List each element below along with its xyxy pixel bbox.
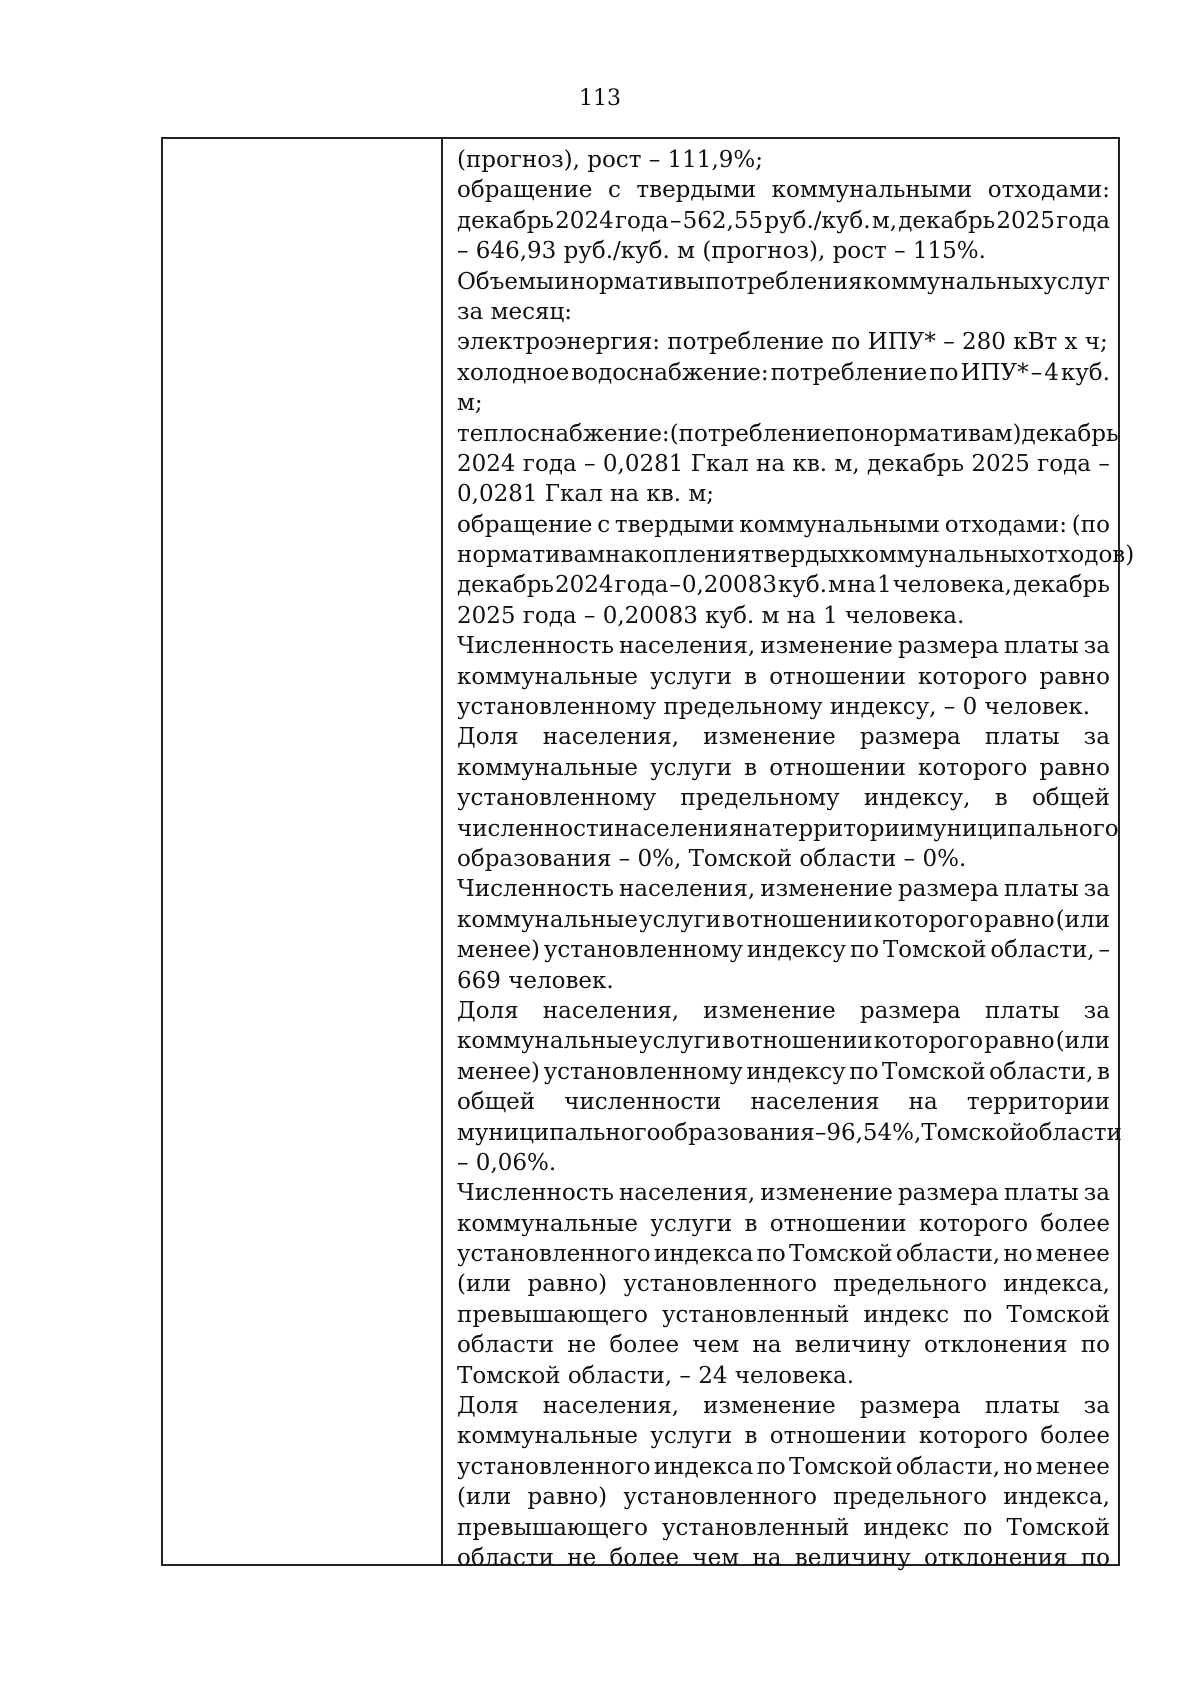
page-number: 113 xyxy=(579,86,621,111)
word: муниципального xyxy=(457,1119,661,1146)
word: отклонения xyxy=(923,1332,1068,1359)
word: изменение xyxy=(703,1393,836,1420)
word: платы xyxy=(984,997,1060,1024)
word: платы xyxy=(1003,633,1079,660)
word: индексу xyxy=(746,937,847,964)
text-line xyxy=(457,540,1135,570)
word: которого xyxy=(918,1423,1029,1450)
word: изменение xyxy=(760,633,893,660)
word: которого xyxy=(918,1210,1029,1237)
word: превышающего xyxy=(457,1514,648,1541)
word: более xyxy=(1040,1423,1110,1450)
word: не xyxy=(567,1332,597,1359)
word: куб. xyxy=(777,572,828,599)
text-line xyxy=(457,1543,1110,1573)
word: населения, xyxy=(542,724,680,751)
word: в xyxy=(722,906,735,933)
word: размера xyxy=(897,876,999,903)
word: Доля xyxy=(457,724,519,751)
word: равно xyxy=(1039,754,1110,781)
word: не xyxy=(567,1544,597,1571)
word: изменение xyxy=(760,1180,893,1207)
word: платы xyxy=(1003,876,1079,903)
word: в xyxy=(744,663,758,690)
word: индекса xyxy=(653,1241,754,1268)
word: на xyxy=(743,815,773,842)
word: установленному xyxy=(543,937,744,964)
word: за xyxy=(1083,1180,1110,1207)
word: менее) xyxy=(457,1058,541,1085)
word: холодное xyxy=(457,359,570,386)
text-line xyxy=(457,1026,1110,1056)
word: населения, xyxy=(618,876,756,903)
word: платы xyxy=(984,1393,1060,1420)
text-line xyxy=(457,1148,1110,1178)
word: с xyxy=(597,511,611,538)
word: превышающего xyxy=(457,1301,648,1328)
word: года xyxy=(1056,207,1110,234)
text-line xyxy=(457,358,1110,388)
word: установленный xyxy=(661,1301,850,1328)
text-line-content: установленному предельному индексу, – 0 человек. xyxy=(457,694,1091,721)
word: Объемы xyxy=(457,268,555,295)
word: – xyxy=(669,572,681,599)
word: Томской xyxy=(882,1058,986,1085)
word: численности xyxy=(457,815,615,842)
table-left-cell xyxy=(163,139,443,1564)
text-line xyxy=(457,327,1110,357)
word: за xyxy=(1083,876,1110,903)
word: установленного xyxy=(457,1241,651,1268)
word: коммунальные xyxy=(457,1210,638,1237)
word: более xyxy=(609,1332,680,1359)
text-line xyxy=(457,479,1110,509)
word: в xyxy=(744,1210,758,1237)
text-line-content: 669 человек. xyxy=(457,967,614,994)
text-line xyxy=(457,1391,1110,1421)
text-line-content: образования – 0%, Томской области – 0%. xyxy=(457,845,967,872)
word: отношении xyxy=(736,906,873,933)
text-line xyxy=(457,145,1110,175)
word: Численность xyxy=(457,633,614,660)
word: твердых xyxy=(751,542,851,569)
text-line xyxy=(457,631,1110,661)
word: территории xyxy=(966,1089,1110,1116)
word: индекс xyxy=(863,1514,950,1541)
word: по xyxy=(849,1058,879,1085)
word: (по xyxy=(1071,511,1110,538)
word: размера xyxy=(859,1393,961,1420)
text-line-content: 2025 года – 0,20083 куб. м на 1 человека. xyxy=(457,602,965,629)
word: установленного xyxy=(457,1453,651,1480)
table-right-cell xyxy=(457,145,1135,1573)
word: по xyxy=(963,1514,993,1541)
word: коммунальных xyxy=(850,542,1031,569)
word: коммунальных xyxy=(862,268,1044,295)
text-line xyxy=(457,1087,1110,1117)
word: – xyxy=(669,207,682,234)
word: коммунальные xyxy=(457,1028,638,1055)
text-line xyxy=(457,236,1110,266)
word: населения, xyxy=(618,1180,756,1207)
word: на xyxy=(908,1089,938,1116)
word: на xyxy=(846,572,877,599)
word: 2025 xyxy=(996,207,1055,234)
word: обращение xyxy=(457,177,593,204)
word: размера xyxy=(897,633,999,660)
word: населения, xyxy=(618,633,756,660)
word: Доля xyxy=(457,997,519,1024)
text-line xyxy=(457,570,1110,600)
word: предельного xyxy=(833,1484,987,1511)
word: твердыми xyxy=(614,511,735,538)
word: в xyxy=(722,1028,735,1055)
word: Томской xyxy=(1006,1301,1110,1328)
word: Томской xyxy=(1006,1514,1110,1541)
word: которого xyxy=(873,1028,984,1055)
text-line xyxy=(457,1330,1110,1360)
word: декабрь xyxy=(457,572,554,599)
word: образования xyxy=(660,1119,815,1146)
word: индекса, xyxy=(1003,1484,1110,1511)
word: по xyxy=(756,1241,786,1268)
text-line xyxy=(457,783,1110,813)
word: отклонения xyxy=(923,1544,1068,1571)
word: установленный xyxy=(661,1514,850,1541)
word: и xyxy=(554,268,570,295)
word: на xyxy=(752,1332,782,1359)
word: 2024 xyxy=(457,450,516,477)
word: 96,54%, xyxy=(826,1119,922,1146)
word: потребления xyxy=(705,268,863,295)
text-line xyxy=(457,1178,1110,1208)
word: размера xyxy=(859,724,961,751)
word: индексу, xyxy=(863,785,971,812)
word: (или xyxy=(1055,1028,1110,1055)
word: предельного xyxy=(833,1271,987,1298)
word: (или xyxy=(457,1271,512,1298)
text-line xyxy=(457,874,1110,904)
word: изменение xyxy=(703,997,836,1024)
text-line xyxy=(457,814,1119,844)
text-line xyxy=(457,206,1110,236)
word: чем xyxy=(692,1544,740,1571)
word: но xyxy=(1003,1241,1033,1268)
word: коммунальными xyxy=(771,177,973,204)
word: отношении xyxy=(736,1028,873,1055)
word: платы xyxy=(1003,1180,1079,1207)
word: года xyxy=(614,207,669,234)
word: численности xyxy=(564,1089,722,1116)
text-line xyxy=(457,1209,1110,1239)
text-line xyxy=(457,510,1110,540)
word: услуг xyxy=(1043,268,1110,295)
word: Гкал xyxy=(690,450,749,477)
word: отходов) xyxy=(1030,542,1135,569)
word: которого xyxy=(918,663,1028,690)
text-line-content: за месяц: xyxy=(457,298,572,325)
word: равно) xyxy=(527,1484,608,1511)
word: чем xyxy=(692,1332,740,1359)
word: Доля xyxy=(457,1393,519,1420)
word: индекс xyxy=(863,1301,950,1328)
text-line xyxy=(457,175,1110,205)
word: равно xyxy=(984,1028,1055,1055)
word: по xyxy=(835,420,865,447)
word: в xyxy=(1097,1058,1110,1085)
text-line xyxy=(457,388,1110,418)
word: (потребление xyxy=(669,420,836,447)
word: в xyxy=(744,1423,758,1450)
text-line-content: м; xyxy=(457,390,483,417)
word: в xyxy=(744,754,758,781)
word: услуги xyxy=(650,754,733,781)
word: (или xyxy=(1055,906,1110,933)
word: за xyxy=(1083,724,1110,751)
text-line-content: электроэнергия: потребление по ИПУ* – 280 кВт х ч; xyxy=(457,329,1108,356)
word: по xyxy=(849,937,880,964)
word: декабрь xyxy=(898,207,996,234)
word: нормативам) xyxy=(864,420,1022,447)
word: 2025 xyxy=(971,450,1030,477)
text-line xyxy=(457,297,1110,327)
word: области xyxy=(457,1544,554,1571)
document-table xyxy=(161,137,1135,1571)
word: отношении xyxy=(769,663,906,690)
text-line xyxy=(457,1300,1110,1330)
word: за xyxy=(1083,997,1110,1024)
word: коммунальные xyxy=(457,906,638,933)
word: индексу xyxy=(746,1058,846,1085)
word: равно xyxy=(1039,663,1110,690)
text-line xyxy=(457,996,1110,1026)
word: установленному xyxy=(543,1058,743,1085)
word: Томской xyxy=(789,1453,893,1480)
word: услуги xyxy=(650,663,733,690)
text-line xyxy=(457,1482,1110,1512)
text-line xyxy=(457,905,1110,935)
word: услуги xyxy=(639,1028,721,1055)
word: населения, xyxy=(542,1393,680,1420)
text-line-content: – 0,06%. xyxy=(457,1149,557,1176)
text-line xyxy=(457,692,1110,722)
text-line xyxy=(457,1057,1110,1087)
text-line xyxy=(457,966,1110,996)
text-line-content: Томской области, – 24 человека. xyxy=(457,1362,855,1389)
word: отношении xyxy=(769,1210,907,1237)
text-line xyxy=(457,1269,1110,1299)
word: менее xyxy=(1035,1453,1110,1480)
text-line xyxy=(457,1452,1110,1482)
word: нормативы xyxy=(570,268,705,295)
word: накопления xyxy=(605,542,752,569)
word: области, xyxy=(989,1058,1094,1085)
text-line xyxy=(457,1421,1110,1451)
word: равно xyxy=(984,906,1055,933)
word: услуги xyxy=(639,906,721,933)
word: декабрь xyxy=(1012,572,1110,599)
word: установленному xyxy=(457,785,657,812)
text-line-content: 0,0281 Гкал на кв. м; xyxy=(457,481,714,508)
word: размера xyxy=(897,1180,999,1207)
text-line xyxy=(457,1118,1122,1148)
word: которого xyxy=(873,906,984,933)
word: области, xyxy=(895,1241,1001,1268)
word: муниципального xyxy=(915,815,1119,842)
word: более xyxy=(1040,1210,1110,1237)
word: населения, xyxy=(542,997,680,1024)
word: 1 xyxy=(877,572,892,599)
word: 4 xyxy=(1044,359,1059,386)
word: изменение xyxy=(760,876,893,903)
text-line xyxy=(457,844,1110,874)
text-line xyxy=(457,753,1110,783)
word: на xyxy=(756,450,786,477)
word: декабрь xyxy=(457,207,554,234)
word: нормативам xyxy=(457,542,606,569)
word: человека, xyxy=(892,572,1012,599)
word: по xyxy=(1080,1332,1110,1359)
word: твердыми xyxy=(636,177,757,204)
word: которого xyxy=(918,754,1028,781)
word: населения xyxy=(614,815,744,842)
text-line xyxy=(457,935,1110,965)
text-line xyxy=(457,722,1110,752)
word: года xyxy=(522,450,577,477)
word: отношении xyxy=(769,754,906,781)
word: обращение xyxy=(457,511,593,538)
word: м, xyxy=(871,207,898,234)
word: потребление xyxy=(770,359,928,386)
word: водоснабжение: xyxy=(571,359,769,386)
word: с xyxy=(607,177,621,204)
word: коммунальные xyxy=(457,1423,638,1450)
word: ИПУ* xyxy=(960,359,1029,386)
word: Томской xyxy=(789,1241,893,1268)
word: 2024 xyxy=(554,572,614,599)
word: – xyxy=(584,450,596,477)
word: менее) xyxy=(457,937,541,964)
word: года xyxy=(1037,450,1092,477)
word: области, xyxy=(990,937,1095,964)
word: 0,20083 xyxy=(681,572,777,599)
word: (или xyxy=(457,1484,512,1511)
text-line-content: – 646,93 руб./куб. м (прогноз), рост – 115%. xyxy=(457,238,986,265)
word: – xyxy=(1030,359,1043,386)
word: населения xyxy=(750,1089,880,1116)
word: на xyxy=(752,1544,782,1571)
word: предельному xyxy=(680,785,840,812)
word: – xyxy=(1098,937,1110,964)
word: установленного xyxy=(623,1484,817,1511)
word: кв. xyxy=(792,450,828,477)
word: по xyxy=(929,359,959,386)
word: равно) xyxy=(527,1271,608,1298)
word: изменение xyxy=(703,724,836,751)
word: – xyxy=(1098,450,1110,477)
word: Численность xyxy=(457,876,614,903)
word: куб. xyxy=(1060,359,1110,386)
word: размера xyxy=(859,997,961,1024)
word: 0,0281 xyxy=(602,450,684,477)
word: 2024 xyxy=(555,207,614,234)
text-line xyxy=(457,601,1110,631)
word: услуги xyxy=(650,1210,733,1237)
text-line xyxy=(457,662,1110,692)
word: по xyxy=(1080,1544,1110,1571)
text-line xyxy=(457,1361,1110,1391)
word: более xyxy=(609,1544,680,1571)
word: величину xyxy=(794,1544,911,1571)
word: платы xyxy=(984,724,1060,751)
word: области xyxy=(1024,1119,1122,1146)
text-line xyxy=(457,267,1110,297)
word: Численность xyxy=(457,1180,614,1207)
word: отходами: xyxy=(987,177,1110,204)
word: но xyxy=(1003,1453,1033,1480)
word: – xyxy=(814,1119,827,1146)
word: отходами: xyxy=(944,511,1067,538)
word: 562,55 xyxy=(682,207,764,234)
text-line xyxy=(457,1513,1110,1543)
word: декабрь xyxy=(1021,420,1119,447)
word: Томской xyxy=(921,1119,1025,1146)
word: индекса, xyxy=(1003,1271,1110,1298)
word: общей xyxy=(1031,785,1110,812)
word: территории xyxy=(772,815,916,842)
word: услуги xyxy=(650,1423,733,1450)
word: года xyxy=(614,572,669,599)
word: Томской xyxy=(882,937,987,964)
word: коммунальные xyxy=(457,663,638,690)
word: по xyxy=(963,1301,993,1328)
word: за xyxy=(1083,1393,1110,1420)
word: области, xyxy=(895,1453,1001,1480)
word: по xyxy=(756,1453,786,1480)
word: в xyxy=(994,785,1008,812)
text-line xyxy=(457,449,1110,479)
word: отношении xyxy=(769,1423,907,1450)
word: м, xyxy=(834,450,860,477)
word: руб./куб. xyxy=(764,207,871,234)
word: менее xyxy=(1035,1241,1110,1268)
word: величину xyxy=(794,1332,911,1359)
word: м xyxy=(828,572,846,599)
word: области xyxy=(457,1332,554,1359)
word: установленного xyxy=(623,1271,817,1298)
word: за xyxy=(1083,633,1110,660)
word: общей xyxy=(457,1089,536,1116)
text-line xyxy=(457,419,1119,449)
text-line xyxy=(457,1239,1110,1269)
word: коммунальными xyxy=(739,511,940,538)
word: декабрь xyxy=(867,450,964,477)
text-line-content: (прогноз), рост – 111,9%; xyxy=(457,147,763,173)
word: теплоснабжение: xyxy=(457,420,670,447)
word: коммунальные xyxy=(457,754,638,781)
word: индекса xyxy=(653,1453,754,1480)
